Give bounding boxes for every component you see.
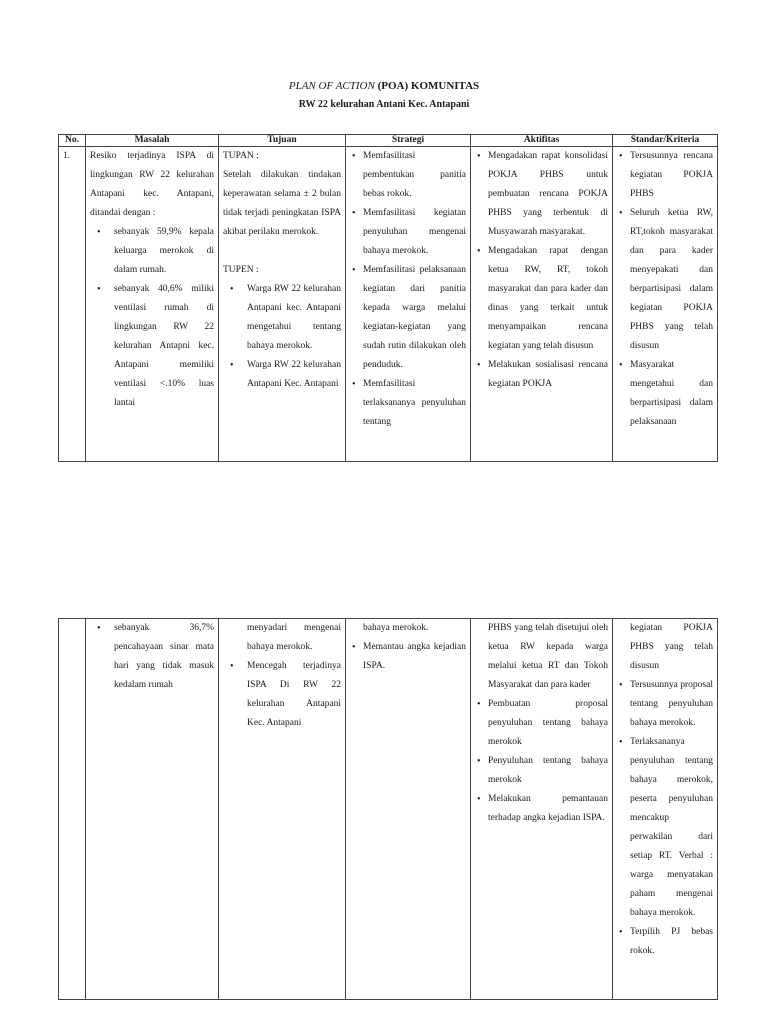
masalah-intro: Resiko terjadinya ISPA di lingkungan RW 22 kelurahan Antapani kec. Antapani, ditandai dengan : (90, 151, 214, 218)
cell-no: 1. (59, 147, 86, 462)
standar-item: • Terlaksananya penyuluhan tentang bahaya merokok, peserta penyuluhan mencakup perwakilan dari setiap RT. Verbal : warga menyatakan paham mengenai bahaya merokok. (630, 733, 713, 923)
header-standar: Standar/Kriteria (613, 135, 718, 147)
cell-aktifitas (471, 147, 613, 462)
tujuan-continued: menyadari mengenai bahaya merokok. (247, 623, 341, 652)
cell-tujuan (219, 619, 346, 1000)
aktifitas-item: • Pembuatan proposal penyuluhan tentang bahaya merokok (488, 695, 608, 752)
aktifitas-item: • Penyuluhan tentang bahaya merokok (488, 752, 608, 790)
table-row (59, 619, 718, 1000)
masalah-item: • sebanyak 40,6% miliki ventilasi rumah di lingkungan RW 22 kelurahan Antapni kec. Antapani memiliki ventilasi <.10% luas lantai (114, 280, 214, 413)
aktifitas-continued: PHBS yang telah disetujui oleh ketua RW kepada warga melalui ketua RT dan Tokoh Masyarakat dan para kader (488, 623, 608, 690)
aktifitas-item: • Mengadakan rapat dengan ketua RW, RT, tokoh masyarakat dan para kader dan dinas yang terkait untuk menyampaikan rencana kegiatan yang telah disusun (488, 242, 608, 356)
standar-continued: kegiatan POKJA PHBS yang telah disusun (630, 623, 713, 671)
document-subtitle: RW 22 kelurahan Antani Kec. Antapani (298, 99, 470, 110)
standar-item: • Tersusunnya rencana kegiatan POKJA PHBS (630, 147, 713, 204)
header-aktifitas: Aktifitas (471, 135, 613, 147)
table-header-row (59, 135, 718, 147)
strategi-item: • Memantau angka kejadian ISPA. (363, 638, 466, 676)
cell-strategi (346, 619, 471, 1000)
cell-standar (613, 619, 718, 1000)
cell-masalah (86, 147, 219, 462)
aktifitas-item: • Melakukan sosialisasi rencana kegiatan POKJA (488, 356, 608, 394)
header-masalah: Masalah (86, 135, 219, 147)
standar-item: • Masyarakat mengetahui dan berpartisipasi dalam pelaksanaan (630, 356, 713, 432)
aktifitas-item: • Melakukan pemantauan terhadap angka kejadian ISPA. (488, 790, 608, 828)
standar-item: • Seluruh ketua RW, RT,tokoh masyarakat dan para kader menyepakati dan berpartisipasi dalam kegiatan POKJA PHBS yang telah disusun (630, 204, 713, 356)
poa-table-part2 (58, 618, 718, 1000)
tupen-item: • Warga RW 22 kelurahan Antapani kec. Antapani mengetahui tentang bahaya merokok. (247, 280, 341, 356)
cell-aktifitas (471, 619, 613, 1000)
table-row (59, 147, 718, 462)
poa-table-part1 (58, 134, 718, 462)
strategi-item: • Memfasilitasi terlaksananya penyuluhan tentang (363, 375, 466, 432)
masalah-item: • sebanyak 59,9% kepala keluarga merokok di dalam rumah. (114, 223, 214, 280)
cell-masalah (86, 619, 219, 1000)
standar-item: • Terpilih PJ bebas rokok. (630, 923, 713, 961)
aktifitas-item: • Mengadakan rapat konsolidasi POKJA PHBS untuk pembuatan rencana POKJA PHBS yang terbentuk di Musyawarah masyarakat. (488, 147, 608, 242)
cell-standar (613, 147, 718, 462)
title-italic: PLAN OF ACTION (288, 80, 375, 92)
tupan-text: Setelah dilakukan tindakan keperawatan selama ± 2 bulan tidak terjadi peningkatan ISPA akibat perilaku merokok. (223, 170, 341, 237)
standar-item: • Tersusunnya proposal tentang penyuluhan bahaya merokok. (630, 676, 713, 733)
strategi-continued: bahaya merokok. (363, 623, 429, 633)
tujuan-item: • Mencegah terjadinya ISPA Di RW 22 kelurahan Antapani Kec. Antapani (247, 657, 341, 733)
cell-tujuan (219, 147, 346, 462)
masalah-item: • sebanyak 36,7% pencahayaan sinar mata hari yang tidak masuk kedalam rumah (114, 619, 214, 695)
document-title (0, 80, 768, 92)
tupan-label: TUPAN : (223, 151, 259, 161)
tupen-item: • Warga RW 22 kelurahan Antapani Kec. Antapani (247, 356, 341, 394)
header-tujuan: Tujuan (219, 135, 346, 147)
tupen-label: TUPEN : (223, 265, 259, 275)
cell-strategi (346, 147, 471, 462)
strategi-item: • Memfasilitasi pelaksanaan kegiatan dari panitia kepada warga melalui kegiatan-kegiatan yang sudah rutin dilakukan oleh penduduk. (363, 261, 466, 375)
strategi-item: • Memfasilitasi kegiatan penyuluhan mengenai bahaya merokok. (363, 204, 466, 261)
title-rest: (POA) KOMUNITAS (374, 80, 480, 92)
cell-no (59, 619, 86, 1000)
header-strategi: Strategi (346, 135, 471, 147)
strategi-item: • Memfasilitasi pembentukan panitia bebas rokok. (363, 147, 466, 204)
header-no: No. (59, 135, 86, 147)
